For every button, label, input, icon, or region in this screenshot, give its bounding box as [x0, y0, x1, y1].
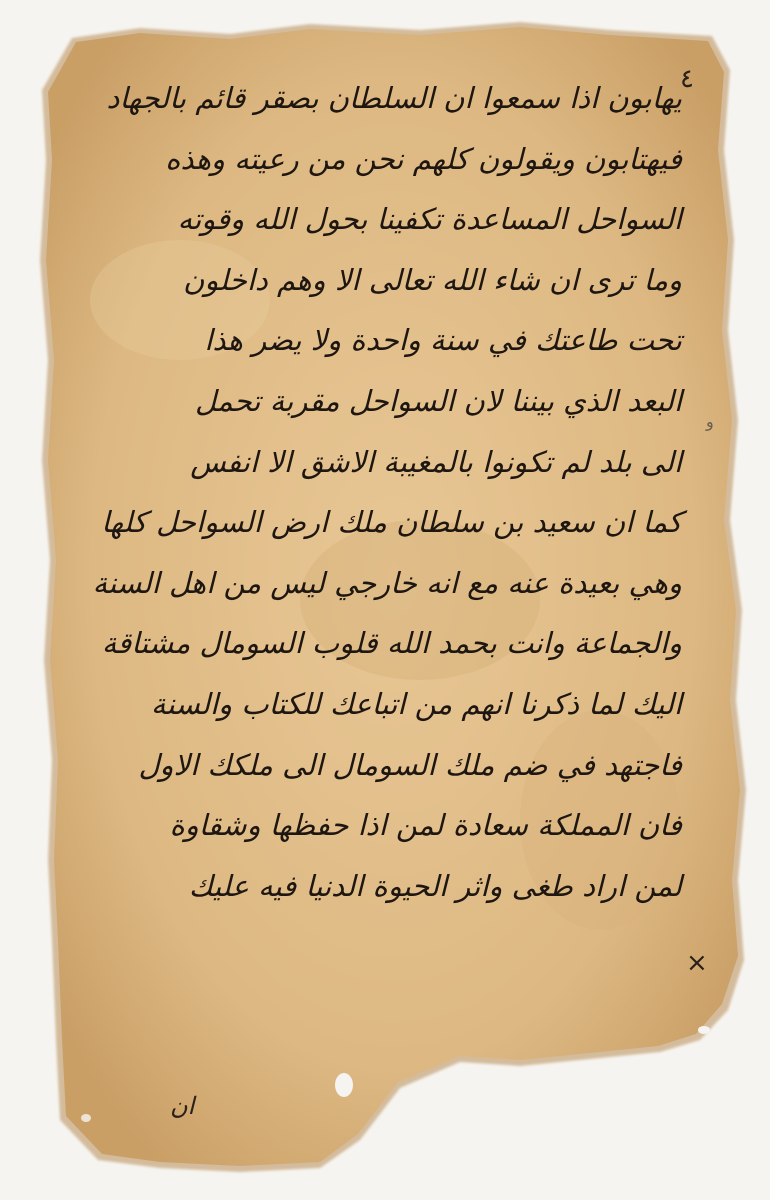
text-line: يهابون اذا سمعوا ان السلطان بصقر قائم بالجهاد	[106, 81, 682, 115]
worm-hole	[335, 1073, 353, 1097]
margin-annotation: ﻭ	[706, 412, 714, 431]
catchword: ان	[170, 1092, 195, 1120]
text-line: وهي بعيدة عنه مع انه خارجي ليس من اهل السنة	[92, 565, 682, 600]
text-line: والجماعة وانت بحمد الله قلوب السومال مشتاقة	[101, 626, 682, 661]
text-line: كما ان سعيد بن سلطان ملك ارض السواحل كلها	[101, 505, 682, 540]
text-line: فان المملكة سعادة لمن اذا حفظها وشقاوة	[169, 808, 682, 843]
text-line: الى بلد لم تكونوا بالمغيبة الاشق الا انفس	[190, 444, 682, 479]
text-line: فيهتابون ويقولون كلهم نحن من رعيته وهذه	[165, 141, 682, 176]
text-line: تحت طاعتك في سنة واحدة ولا يضر هذا	[204, 323, 682, 358]
text-line: فاجتهد في ضم ملك السومال الى ملكك الاول	[138, 747, 682, 782]
text-line: البعد الذي بيننا لان السواحل مقربة تحمل	[194, 383, 682, 418]
worm-hole	[81, 1114, 91, 1122]
text-line: وما ترى ان شاء الله تعالى الا وهم داخلون	[183, 262, 682, 297]
text-line: السواحل المساعدة تكفينا بحول الله وقوته	[177, 202, 682, 237]
folio-number: ٤	[680, 64, 694, 94]
text-line: لمن اراد طغى واثر الحيوة الدنيا فيه عليك	[188, 868, 682, 903]
margin-cross-mark: ×	[686, 948, 708, 978]
worm-hole	[698, 1026, 710, 1034]
text-block	[62, 68, 682, 916]
text-line: اليك لما ذكرنا انهم من اتباعك للكتاب والسنة	[151, 686, 682, 721]
